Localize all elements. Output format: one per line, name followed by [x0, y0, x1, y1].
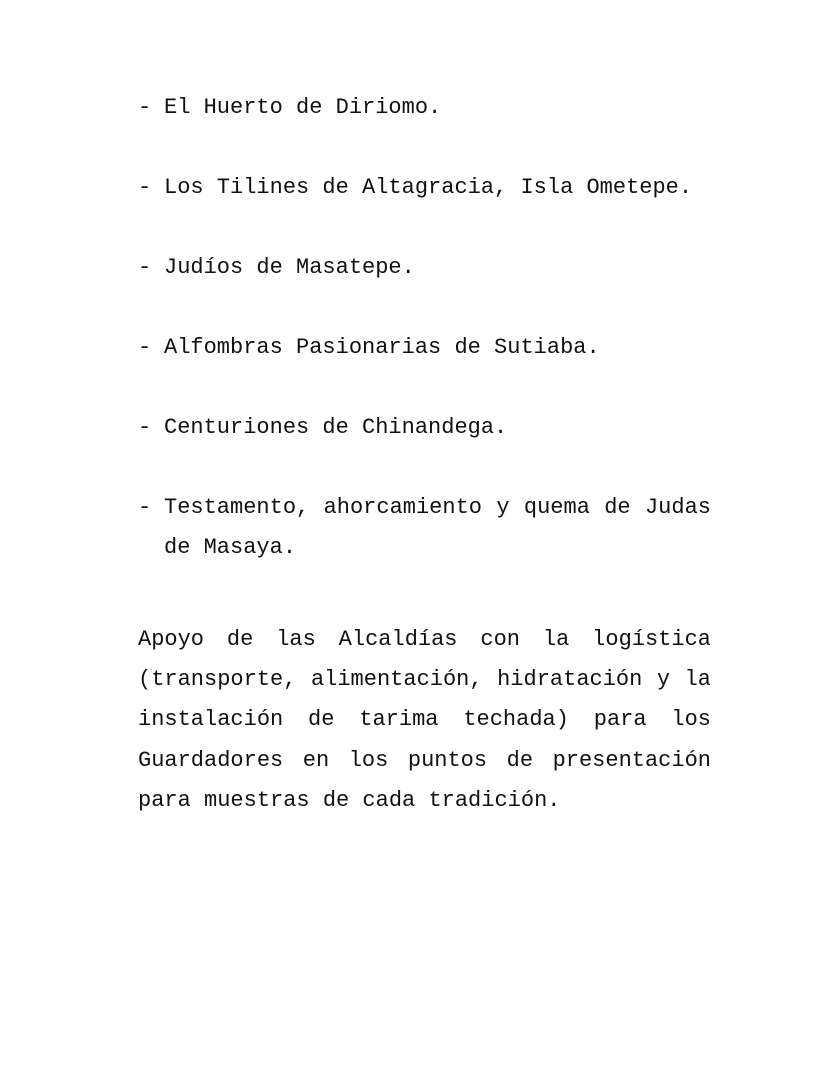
list-item-text: Judíos de Masatepe. — [164, 255, 415, 280]
list-item-text: Los Tilines de Altagracia, Isla Ometepe. — [164, 175, 693, 200]
list-bullet: - — [138, 95, 152, 120]
list-item — [138, 408, 711, 448]
list-bullet: - — [138, 335, 152, 360]
list-item — [138, 328, 711, 368]
support-paragraph: Apoyo de las Alcaldías con la logística (transporte, alimentación, hidratación y la instalación de tarima techada) para los Guardadores en los puntos de presentación para muestras de cada tradición. — [138, 627, 711, 813]
list-item-text: Testamento, ahorcamiento y quema de Judas de Masaya. — [164, 495, 711, 560]
list-item-text: Alfombras Pasionarias de Sutiaba. — [164, 335, 600, 360]
list-item — [138, 88, 711, 128]
traditions-list — [138, 88, 711, 568]
list-item — [138, 248, 711, 288]
list-bullet: - — [138, 495, 152, 520]
list-bullet: - — [138, 415, 152, 440]
list-bullet: - — [138, 255, 152, 280]
list-item — [138, 488, 711, 568]
list-item — [138, 168, 711, 208]
list-bullet: - — [138, 175, 152, 200]
list-item-text: Centuriones de Chinandega. — [164, 415, 508, 440]
list-item-text: El Huerto de Diriomo. — [164, 95, 442, 120]
